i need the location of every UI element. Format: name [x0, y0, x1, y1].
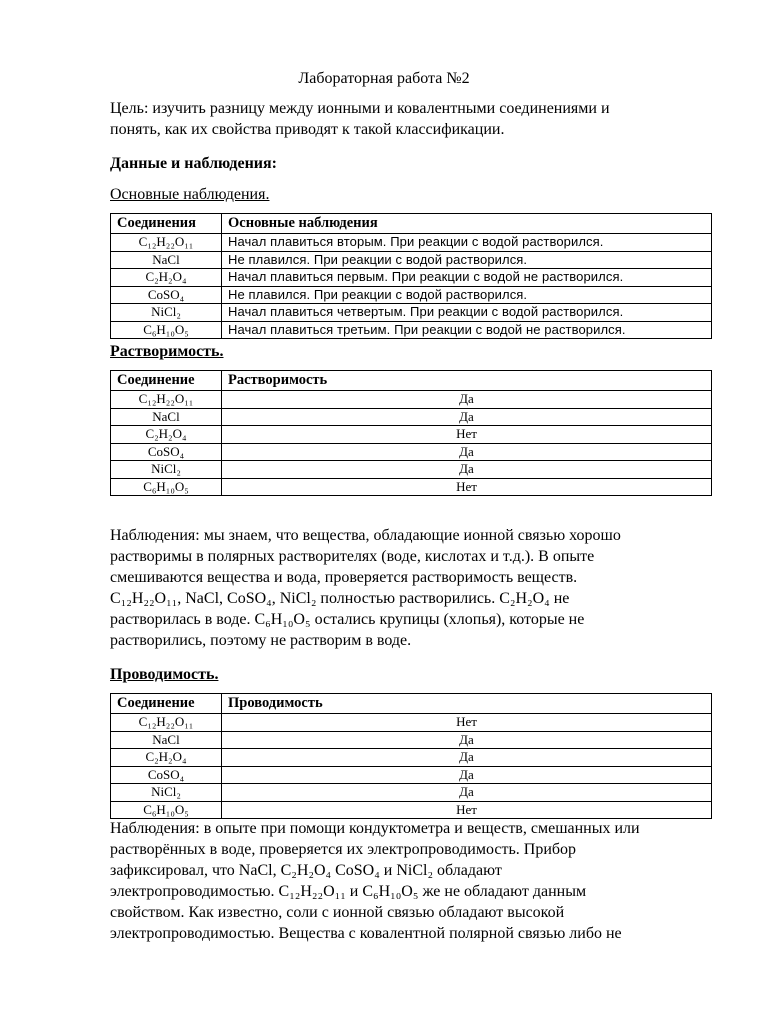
goal-paragraph [110, 98, 710, 140]
document-title: Лабораторная работа №2 [298, 70, 470, 87]
table-row [111, 801, 712, 819]
table-header-cell: Растворимость [222, 371, 712, 391]
compound-cell: C₁₂H₂₂O₁₁ [111, 234, 222, 252]
solubility-observation-paragraph [110, 525, 710, 651]
paragraph-line: смешиваются вещества и вода, проверяется растворимость веществ. [110, 569, 578, 586]
table-row [111, 784, 712, 802]
conductivity-table [110, 693, 712, 819]
paragraph-line: растворилась в воде. C₆H₁₀O₅ остались крупицы (хлопья), которые не [110, 611, 585, 628]
compound-cell: NiCl₂ [111, 461, 222, 479]
conductivity-cell: Нет [222, 801, 712, 819]
observation-cell: Не плавился. При реакции с водой растворился. [222, 286, 712, 304]
observation-cell: Начал плавиться третьим. При реакции с водой не растворился. [222, 321, 712, 339]
solubility-cell: Да [222, 461, 712, 479]
paragraph-line: зафиксировал, что NaCl, C₂H₂O₄ CoSO₄ и NiCl₂ обладают [110, 862, 502, 879]
conductivity-heading: Проводимость. [110, 666, 219, 683]
table-row [111, 408, 712, 426]
compound-cell: C₁₂H₂₂O₁₁ [111, 714, 222, 732]
paragraph-line: Наблюдения: в опыте при помощи кондуктометра и веществ, смешанных или [110, 820, 640, 837]
compound-cell: C₂H₂O₄ [111, 269, 222, 287]
paragraph-line: растворённых в воде, проверяется их электропроводимость. Прибор [110, 841, 577, 858]
compound-cell: CoSO₄ [111, 766, 222, 784]
compound-cell: CoSO₄ [111, 286, 222, 304]
basic-observations-heading: Основные наблюдения. [110, 186, 270, 203]
table-row [111, 461, 712, 479]
conductivity-cell: Да [222, 766, 712, 784]
paragraph-line: свойством. Как известно, соли с ионной связью обладают высокой [110, 904, 565, 921]
table-row [111, 714, 712, 732]
table-row [111, 426, 712, 444]
table-row [111, 321, 712, 339]
table-row [111, 269, 712, 287]
observation-cell: Не плавился. При реакции с водой растворился. [222, 251, 712, 269]
table-header-cell: Соединение [111, 371, 222, 391]
observation-cell: Начал плавиться первым. При реакции с водой не растворился. [222, 269, 712, 287]
table-row [111, 391, 712, 409]
compound-cell: NaCl [111, 251, 222, 269]
paragraph-line: растворимы в полярных растворителях (воде, кислотах и т.д.). В опыте [110, 548, 595, 565]
conductivity-cell: Нет [222, 714, 712, 732]
table-header-cell: Основные наблюдения [222, 214, 712, 234]
compound-cell: C₁₂H₂₂O₁₁ [111, 391, 222, 409]
conductivity-cell: Да [222, 784, 712, 802]
table-row [111, 731, 712, 749]
table-row [111, 749, 712, 767]
table-row [111, 234, 712, 252]
compound-cell: NaCl [111, 731, 222, 749]
solubility-table [110, 370, 712, 496]
table-header-cell: Соединения [111, 214, 222, 234]
conductivity-cell: Да [222, 749, 712, 767]
compound-cell: C₂H₂O₄ [111, 749, 222, 767]
paragraph-line: растворились, поэтому не растворим в воде. [110, 632, 412, 649]
table-header-row [111, 371, 712, 391]
compound-cell: NaCl [111, 408, 222, 426]
compound-cell: C₆H₁₀O₅ [111, 478, 222, 496]
compound-cell: NiCl₂ [111, 784, 222, 802]
table-row [111, 478, 712, 496]
solubility-cell: Нет [222, 478, 712, 496]
compound-cell: NiCl₂ [111, 304, 222, 322]
observation-cell: Начал плавиться вторым. При реакции с водой растворился. [222, 234, 712, 252]
solubility-cell: Да [222, 443, 712, 461]
table-row [111, 286, 712, 304]
solubility-cell: Да [222, 408, 712, 426]
table-row [111, 304, 712, 322]
compound-cell: C₂H₂O₄ [111, 426, 222, 444]
compound-cell: C₆H₁₀O₅ [111, 801, 222, 819]
paragraph-line: электропроводимостью. Вещества с ковалентной полярной связью либо не [110, 925, 622, 942]
goal-line: понять, как их свойства приводят к такой классификации. [110, 121, 505, 138]
paragraph-line: Наблюдения: мы знаем, что вещества, обладающие ионной связью хорошо [110, 527, 621, 544]
basic-observations-table [110, 213, 712, 339]
table-header-cell: Соединение [111, 694, 222, 714]
paragraph-line: C₁₂H₂₂O₁₁, NaCl, CoSO₄, NiCl₂ полностью растворились. C₂H₂O₄ не [110, 590, 570, 607]
goal-line: Цель: изучить разницу между ионными и ковалентными соединениями и [110, 100, 610, 117]
conductivity-cell: Да [222, 731, 712, 749]
table-row [111, 251, 712, 269]
table-header-cell: Проводимость [222, 694, 712, 714]
table-row [111, 766, 712, 784]
table-header-row [111, 214, 712, 234]
observation-cell: Начал плавиться четвертым. При реакции с водой растворился. [222, 304, 712, 322]
data-heading: Данные и наблюдения: [110, 155, 277, 172]
compound-cell: CoSO₄ [111, 443, 222, 461]
solubility-cell: Да [222, 391, 712, 409]
table-header-row [111, 694, 712, 714]
conductivity-observation-paragraph [110, 818, 710, 944]
table-row [111, 443, 712, 461]
paragraph-line: электропроводимостью. C₁₂H₂₂O₁₁ и C₆H₁₀O₅ же не обладают данным [110, 883, 587, 900]
compound-cell: C₆H₁₀O₅ [111, 321, 222, 339]
solubility-heading: Растворимость. [110, 343, 224, 360]
solubility-cell: Нет [222, 426, 712, 444]
